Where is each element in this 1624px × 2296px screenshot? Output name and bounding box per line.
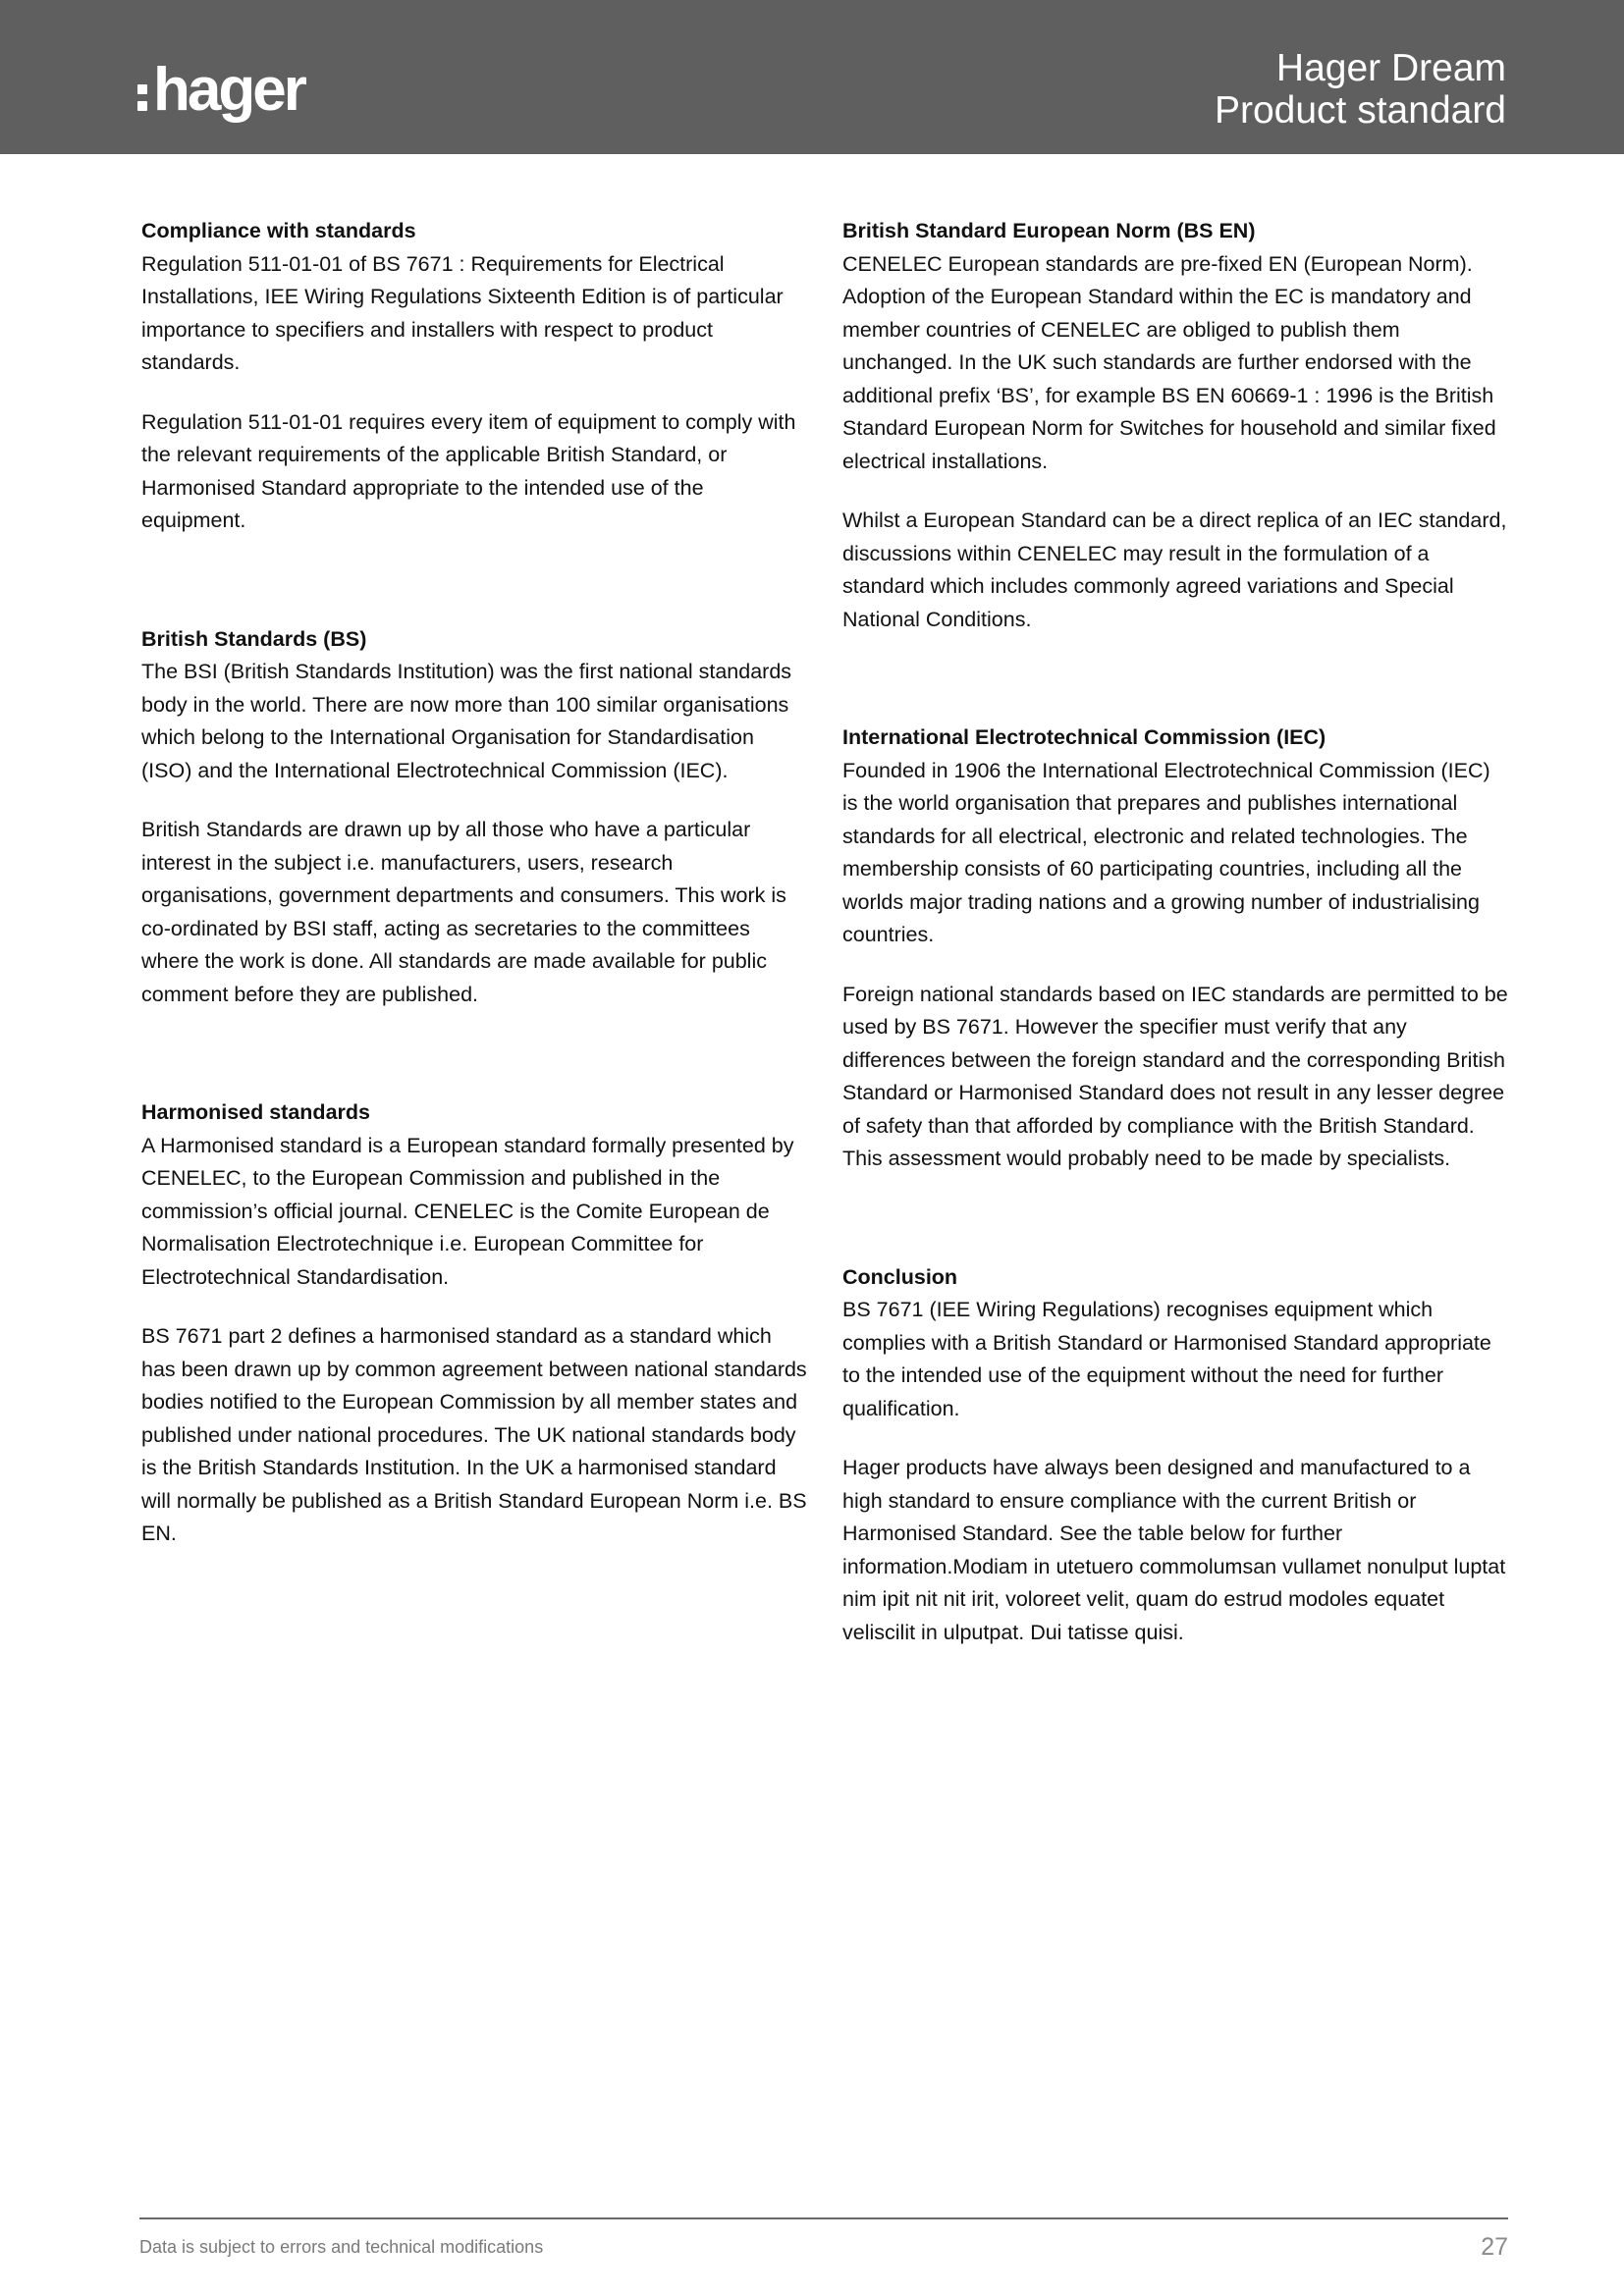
right-column [842,215,1510,1649]
section-paragraph: CENELEC European standards are pre-fixed EN (European Norm). Adoption of the European Standard within the EC is mandatory and member countries of CENELEC are obliged to publish them unchanged. In the UK such standards are further endorsed with the additional prefix ‘BS’, for example BS EN 60669-1 : 1996 is the British Standard European Norm for Switches for household and similar fixed electrical installations. [842,251,1496,473]
footer-disclaimer: Data is subject to errors and technical modifications [139,2237,544,2257]
logo-colon-icon [137,84,147,111]
section-paragraph: Foreign national standards based on IEC standards are permitted to be used by BS 7671. However the specifier must verify that any differences between the foreign standard and the corresponding British Standard or Harmonised Standard does not result in any lesser degree of safety than that afforded by compliance with the British Standard. This assessment would probably need to be made by specialists. [842,982,1508,1170]
section-heading: British Standard European Norm (BS EN) [842,219,1256,242]
page-number: 27 [1481,2233,1508,2261]
section-paragraph: BS 7671 (IEE Wiring Regulations) recognises equipment which complies with a British Standard or Harmonised Standard appropriate to the intended use of the equipment without the need for further qualification. [842,1298,1491,1420]
document-title-line-2: Product standard [1214,89,1506,132]
document-title-line-1: Hager Dream [1275,47,1506,89]
section-paragraph: Whilst a European Standard can be a direct replica of an IEC standard, discussions within CENELEC may result in the formulation of a standard which includes commonly agreed variations and Special National Conditions. [842,508,1507,631]
section-paragraph: Founded in 1906 the International Electrotechnical Commission (IEC) is the world organisation that prepares and publishes international standards for all electrical, electronic and related technologies. The membership consists of 60 participating countries, including all the worlds major trading nations and a growing number of industrialising countries. [842,758,1490,946]
section-heading: Harmonised standards [141,1100,370,1124]
section-paragraph: British Standards are drawn up by all those who have a particular interest in the subject i.e. manufacturers, users, research organisations, government departments and consumers. This work is co-ordinated by BSI staff, acting as secretaries to the committees where the work is done. All standards are made available for public comment before they are published. [141,818,786,1006]
section-paragraph: Regulation 511-01-01 of BS 7671 : Requirements for Electrical Installations, IEE Wiring Regulations Sixteenth Edition is of particular importance to specifiers and installers with respect to product standards. [141,251,784,374]
footer-divider [139,2217,1508,2219]
section-heading: British Standards (BS) [141,626,367,651]
section-bs-en [842,215,1510,636]
section-iec [842,721,1510,1176]
section-conclusion [842,1261,1510,1650]
section-paragraph: A Harmonised standard is a European standard formally presented by CENELEC, to the European Commission and published in the commission’s official journal. CENELEC is the Comite European de Normalisation Electrotechnique i.e. European Committee for Electrotechnical Standardisation. [141,1133,794,1289]
left-column [141,215,809,1551]
hager-logo [137,55,304,126]
logo-wordmark: hager [153,56,304,124]
section-paragraph: The BSI (British Standards Institution) was the first national standards body in the world. There are now more than 100 similar organisations which belong to the International Organisation for Standardisation (ISO) and the International Electrotechnical Commission (IEC). [141,660,792,782]
section-heading: Compliance with standards [141,219,416,242]
document-title [1215,47,1506,132]
section-heading: Conclusion [842,1264,958,1289]
page-header [0,0,1624,154]
section-british-standards [141,623,809,1012]
section-paragraph: Hager products have always been designed and manufactured to a high standard to ensure compliance with the current British or Harmonised Standard. See the table below for further information.Modiam in utetuero commolumsan vullamet nonulput luptat nim ipit nit nit irit, voloreet velit, quam do estrud modoles equatet veliscilit in ulputpat. Dui tatisse quisi. [842,1456,1506,1644]
section-compliance [141,215,809,538]
section-paragraph: Regulation 511-01-01 requires every item of equipment to comply with the relevant requirements of the applicable British Standard, or Harmonised Standard appropriate to the intended use of the equipment. [141,409,796,532]
section-heading: International Electrotechnical Commission (IEC) [842,725,1326,749]
section-harmonised-standards [141,1096,809,1551]
section-paragraph: BS 7671 part 2 defines a harmonised standard as a standard which has been drawn up by common agreement between national standards bodies notified to the European Commission by all member states and published under national procedures. The UK national standards body is the British Standards Institution. In the UK a harmonised standard will normally be published as a British Standard European Norm i.e. BS EN. [141,1324,807,1545]
